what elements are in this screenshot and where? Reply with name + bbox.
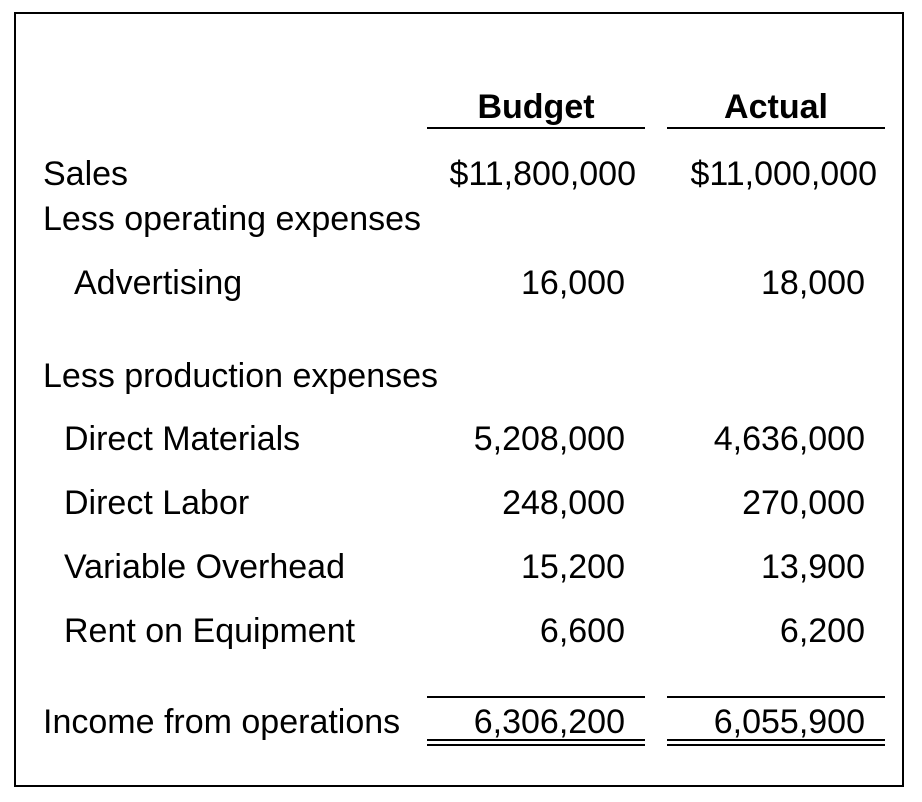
actual-total-double-rule-bottom [667, 744, 885, 746]
budget-header-underline [427, 127, 645, 129]
actual-header-underline [667, 127, 885, 129]
sales-budget-value: $11,800,000 [449, 155, 636, 193]
variable-overhead-budget-value: 15,200 [521, 548, 625, 586]
rent-on-equipment-label: Rent on Equipment [64, 612, 356, 650]
less-operating-expenses-label: Less operating expenses [43, 200, 422, 238]
sales-label: Sales [43, 155, 129, 193]
variable-overhead-label: Variable Overhead [64, 548, 345, 586]
actual-column-header: Actual [724, 88, 828, 126]
direct-materials-budget-value: 5,208,000 [473, 420, 625, 458]
income-budget-value: 6,306,200 [473, 703, 625, 741]
direct-labor-budget-value: 248,000 [502, 484, 625, 522]
budget-column-header: Budget [477, 88, 595, 126]
advertising-budget-value: 16,000 [521, 264, 625, 302]
rent-on-equipment-budget-value: 6,600 [539, 612, 625, 650]
budget-total-double-rule-bottom [427, 744, 645, 746]
actual-subtotal-rule [667, 696, 885, 698]
budget-total-double-rule-top [427, 739, 645, 741]
income-from-operations-label: Income from operations [43, 703, 401, 741]
advertising-actual-value: 18,000 [761, 264, 865, 302]
variable-overhead-actual-value: 13,900 [761, 548, 865, 586]
income-actual-value: 6,055,900 [713, 703, 865, 741]
rent-on-equipment-actual-value: 6,200 [779, 612, 865, 650]
direct-materials-actual-value: 4,636,000 [713, 420, 865, 458]
budget-subtotal-rule [427, 696, 645, 698]
direct-labor-actual-value: 270,000 [742, 484, 865, 522]
actual-total-double-rule-top [667, 739, 885, 741]
advertising-label: Advertising [74, 264, 243, 302]
direct-materials-label: Direct Materials [64, 420, 301, 458]
direct-labor-label: Direct Labor [64, 484, 250, 522]
less-production-expenses-label: Less production expenses [43, 357, 439, 395]
sales-actual-value: $11,000,000 [690, 155, 877, 193]
